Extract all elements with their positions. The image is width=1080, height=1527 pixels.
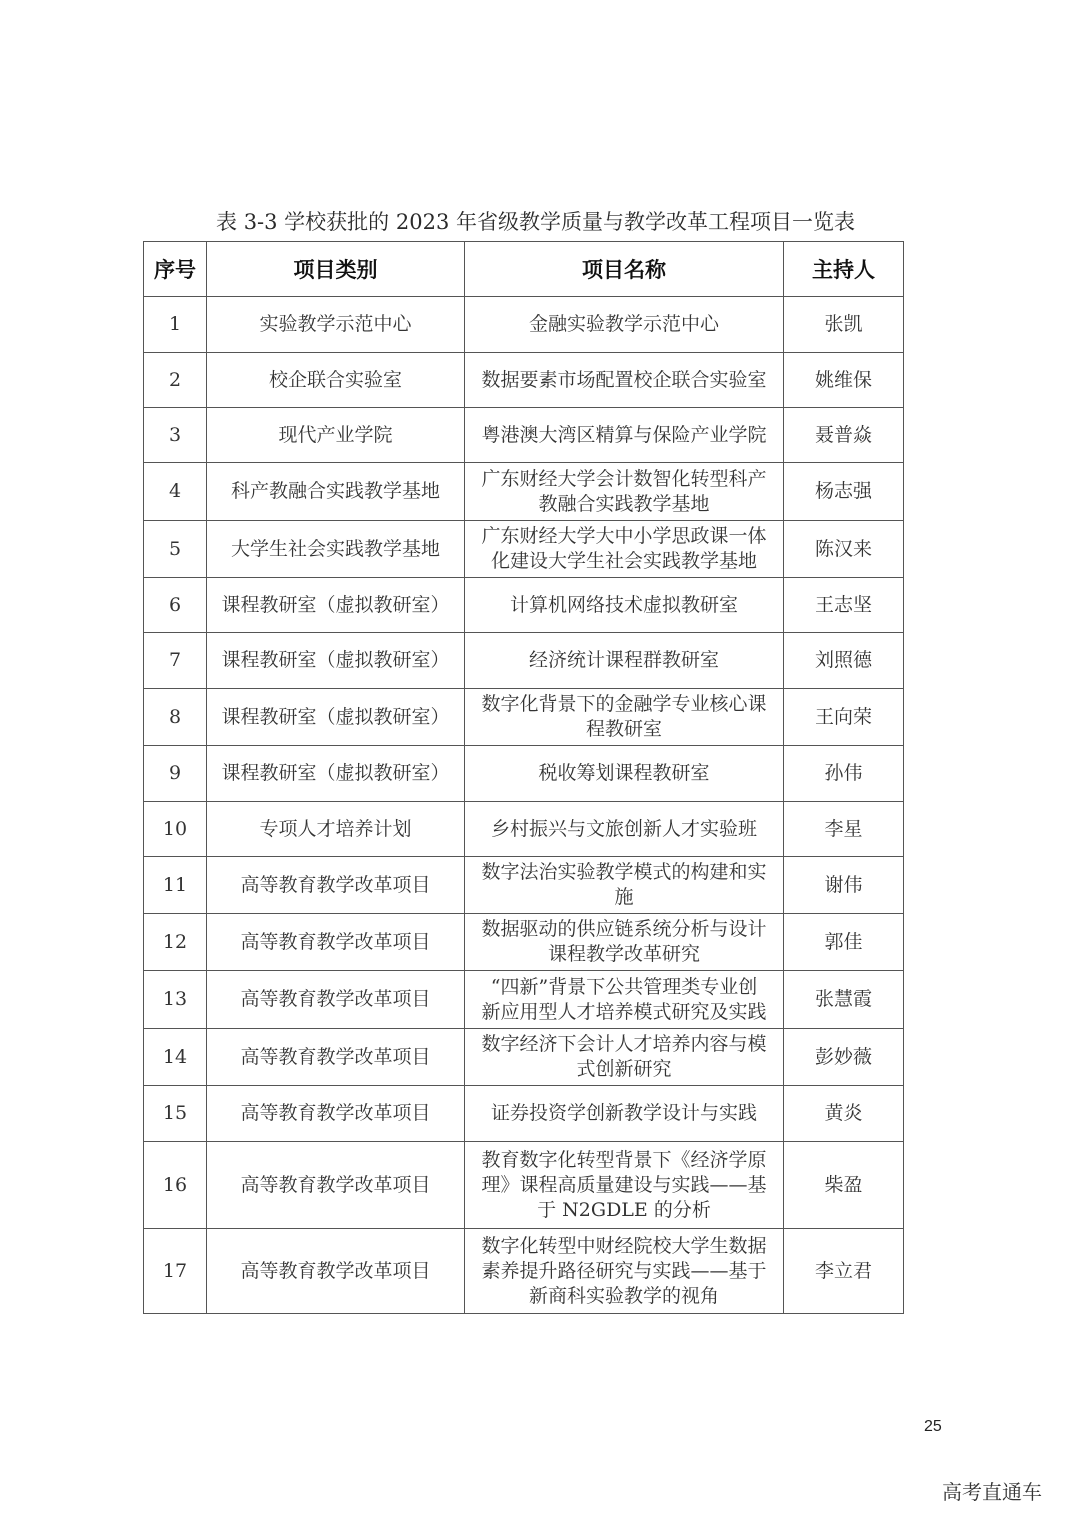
cell-category: 高等教育教学改革项目: [207, 1142, 465, 1229]
cell-name: [465, 857, 784, 914]
table-row: [144, 463, 904, 521]
cell-name: [465, 802, 784, 857]
table-row: [144, 1229, 904, 1314]
cell-leader: 李立君: [784, 1229, 904, 1314]
cell-category: 课程教研室（虚拟教研室）: [207, 746, 465, 802]
table-row: [144, 521, 904, 578]
cell-category: 课程教研室（虚拟教研室）: [207, 689, 465, 746]
table-row: [144, 971, 904, 1029]
cell-name-line: 计算机网络技术虚拟教研室: [509, 593, 738, 616]
cell-name: [465, 914, 784, 971]
table-row: [144, 353, 904, 408]
table-row: [144, 578, 904, 633]
cell-category: 课程教研室（虚拟教研室）: [207, 633, 465, 689]
cell-name-line: 广东财经大学会计数智化转型科产: [481, 467, 767, 490]
cell-no: 6: [144, 578, 207, 633]
cell-leader: 姚维保: [784, 353, 904, 408]
cell-name: [465, 633, 784, 689]
cell-name: [465, 1229, 784, 1314]
cell-name: [465, 1142, 784, 1229]
cell-name: [465, 1086, 784, 1142]
cell-name: [465, 463, 784, 521]
cell-name-line: 素养提升路径研究与实践——基于: [481, 1259, 767, 1282]
table-header-row: [144, 242, 904, 297]
cell-name-line: 于 N2GDLE 的分析: [537, 1198, 711, 1221]
cell-name-line: 广东财经大学大中小学思政课一体: [481, 525, 767, 547]
cell-name-line: 式创新研究: [576, 1058, 672, 1080]
cell-category: 高等教育教学改革项目: [207, 1086, 465, 1142]
cell-category: 高等教育教学改革项目: [207, 1029, 465, 1086]
cell-name-line: 程教研室: [585, 718, 662, 740]
cell-category: 高等教育教学改革项目: [207, 857, 465, 914]
header-leader: 主持人: [784, 242, 904, 297]
page-number: 25: [924, 1418, 942, 1435]
cell-name-line: 乡村振兴与文旅创新人才实验班: [490, 817, 757, 840]
cell-name-line: 化建设大学生社会实践教学基地: [490, 550, 757, 572]
cell-leader: 孙伟: [784, 746, 904, 802]
cell-leader: 李星: [784, 802, 904, 857]
table-row: [144, 633, 904, 689]
cell-leader: 郭佳: [784, 914, 904, 971]
cell-name-line: 施: [614, 886, 634, 908]
cell-name-line: 教融合实践教学基地: [538, 492, 710, 515]
cell-name: [465, 297, 784, 353]
cell-name: [465, 521, 784, 578]
cell-no: 5: [144, 521, 207, 578]
cell-leader: 张凯: [784, 297, 904, 353]
cell-name: [465, 408, 784, 463]
table-row: [144, 1086, 904, 1142]
cell-leader: 张慧霞: [784, 971, 904, 1029]
cell-leader: 刘照德: [784, 633, 904, 689]
cell-category: 校企联合实验室: [207, 353, 465, 408]
cell-category: 课程教研室（虚拟教研室）: [207, 578, 465, 633]
cell-name: [465, 578, 784, 633]
table-row: [144, 689, 904, 746]
cell-category: 高等教育教学改革项目: [207, 971, 465, 1029]
cell-no: 16: [144, 1142, 207, 1229]
cell-name-line: 数字化转型中财经院校大学生数据: [481, 1234, 767, 1257]
cell-name: [465, 971, 784, 1029]
cell-no: 12: [144, 914, 207, 971]
cell-no: 7: [144, 633, 207, 689]
watermark: 高考直通车: [942, 1482, 1042, 1504]
cell-category: 实验教学示范中心: [207, 297, 465, 353]
table-row: [144, 802, 904, 857]
header-name: 项目名称: [465, 242, 784, 297]
cell-no: 17: [144, 1229, 207, 1314]
cell-name-line: 数字法治实验教学模式的构建和实: [481, 861, 767, 883]
cell-name-line: 数据驱动的供应链系统分析与设计: [481, 918, 767, 940]
table-row: [144, 408, 904, 463]
cell-name-line: 课程教学改革研究: [547, 943, 700, 965]
cell-name: [465, 746, 784, 802]
cell-leader: 陈汉来: [784, 521, 904, 578]
cell-name-line: 经济统计课程群教研室: [528, 649, 719, 671]
cell-name-line: 理》课程高质量建设与实践——基: [481, 1173, 767, 1196]
cell-no: 10: [144, 802, 207, 857]
cell-name-line: 数据要素市场配置校企联合实验室: [481, 368, 767, 391]
cell-no: 4: [144, 463, 207, 521]
cell-name-line: 教育数字化转型背景下《经济学原: [481, 1148, 767, 1171]
cell-name: [465, 689, 784, 746]
cell-leader: 聂普焱: [784, 408, 904, 463]
cell-category: 大学生社会实践教学基地: [207, 521, 465, 578]
cell-name-line: 数字化背景下的金融学专业核心课: [481, 693, 767, 715]
table-row: [144, 1029, 904, 1086]
cell-leader: 柴盈: [784, 1142, 904, 1229]
header-no: 序号: [144, 242, 207, 297]
cell-name-line: 粤港澳大湾区精算与保险产业学院: [481, 423, 767, 446]
cell-name-line: 新商科实验教学的视角: [528, 1284, 719, 1307]
cell-no: 3: [144, 408, 207, 463]
cell-leader: 彭妙薇: [784, 1029, 904, 1086]
cell-no: 9: [144, 746, 207, 802]
cell-leader: 王志坚: [784, 578, 904, 633]
cell-no: 13: [144, 971, 207, 1029]
header-category: 项目类别: [207, 242, 465, 297]
cell-category: 高等教育教学改革项目: [207, 914, 465, 971]
table-row: [144, 746, 904, 802]
cell-name-line: 新应用型人才培养模式研究及实践: [481, 1000, 767, 1023]
cell-category: 专项人才培养计划: [207, 802, 465, 857]
cell-category: 科产教融合实践教学基地: [207, 463, 465, 521]
cell-category: 高等教育教学改革项目: [207, 1229, 465, 1314]
projects-table: [143, 241, 904, 1314]
table-row: [144, 297, 904, 353]
cell-leader: 谢伟: [784, 857, 904, 914]
cell-leader: 杨志强: [784, 463, 904, 521]
cell-name: [465, 1029, 784, 1086]
cell-name-line: 证券投资学创新教学设计与实践: [490, 1102, 757, 1124]
cell-name-line: 金融实验教学示范中心: [528, 313, 719, 335]
cell-name: [465, 353, 784, 408]
cell-no: 11: [144, 857, 207, 914]
cell-no: 14: [144, 1029, 207, 1086]
cell-no: 2: [144, 353, 207, 408]
cell-no: 8: [144, 689, 207, 746]
cell-no: 1: [144, 297, 207, 353]
table-row: [144, 914, 904, 971]
cell-name-line: 税收筹划课程教研室: [538, 762, 710, 784]
cell-no: 15: [144, 1086, 207, 1142]
cell-category: 现代产业学院: [207, 408, 465, 463]
table-row: [144, 857, 904, 914]
table-row: [144, 1142, 904, 1229]
cell-name-line: 数字经济下会计人才培养内容与模: [481, 1033, 767, 1055]
cell-leader: 王向荣: [784, 689, 904, 746]
table-title: 表 3-3 学校获批的 2023 年省级教学质量与教学改革工程项目一览表: [216, 210, 855, 234]
cell-name-line: “四新”背景下公共管理类专业创: [490, 975, 758, 998]
cell-leader: 黄炎: [784, 1086, 904, 1142]
